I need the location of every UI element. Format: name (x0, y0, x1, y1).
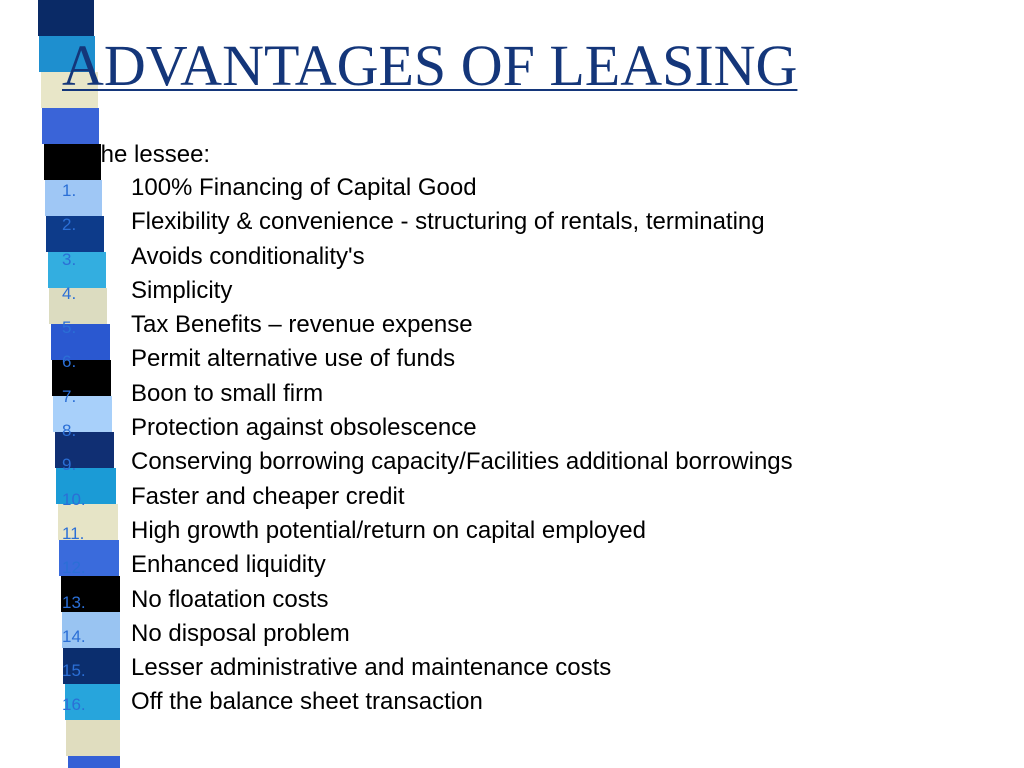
list-item-number: 7. (62, 386, 77, 406)
list-item-number: 3. (62, 249, 77, 269)
stripe-segment (42, 108, 99, 144)
list-item-number: 13. (62, 592, 86, 612)
slide-title: ADVANTAGES OF LEASING (62, 33, 798, 98)
list-item-number: 11. (62, 523, 85, 543)
list-item-text: Faster and cheaper credit (131, 482, 405, 510)
list-item-number: 9. (62, 455, 77, 475)
list-item-number: 1. (62, 181, 77, 200)
list-item-text: Off the balance sheet transaction (131, 688, 483, 716)
stripe-segment (48, 249, 106, 288)
list-item-text: Enhanced liquidity (131, 551, 326, 579)
stripe-segment (66, 720, 120, 756)
list-item-text: 100% Financing of Capital Good (131, 174, 477, 201)
stripe-segment (52, 360, 111, 396)
list-item-text: Conserving borrowing capacity/Facilities additional borrowings (131, 448, 793, 476)
stripe-segment (49, 288, 107, 324)
stripe-segment (51, 324, 110, 360)
list-item-text: High growth potential/return on capital employed (131, 516, 646, 544)
list-item-number: 12. (62, 558, 86, 578)
list-item-text: No disposal problem (131, 619, 350, 647)
list-item-text: Simplicity (131, 276, 233, 304)
list-item-number: 6. (62, 352, 77, 372)
list-item-number: 15. (62, 661, 86, 681)
subheading: To the lessee: (62, 141, 211, 168)
list-item-number: 16. (62, 695, 86, 715)
list-item-text: Avoids conditionality's (131, 242, 365, 270)
list-item-text: Boon to small firm (131, 379, 324, 407)
list-item-text: Protection against obsolescence (131, 414, 477, 442)
list-item-number: 5. (62, 318, 77, 338)
decorative-stripe (0, 0, 120, 768)
list-item-text: Permit alternative use of funds (131, 345, 456, 373)
list-item-text: Flexibility & convenience - structuring of rentals, terminating (131, 208, 765, 236)
list-item-number: 10. (62, 489, 86, 509)
list-item-number: 2. (62, 215, 77, 235)
list-item-text: Tax Benefits – revenue expense (131, 311, 473, 339)
list-item-number: 8. (62, 421, 77, 441)
list-item-text: No floatation costs (131, 585, 329, 613)
list-item-number: 14. (62, 626, 86, 646)
stripe-segment (68, 756, 120, 768)
list-item-number: 4. (62, 283, 77, 303)
list-item-text: Lesser administrative and maintenance costs (131, 654, 612, 682)
